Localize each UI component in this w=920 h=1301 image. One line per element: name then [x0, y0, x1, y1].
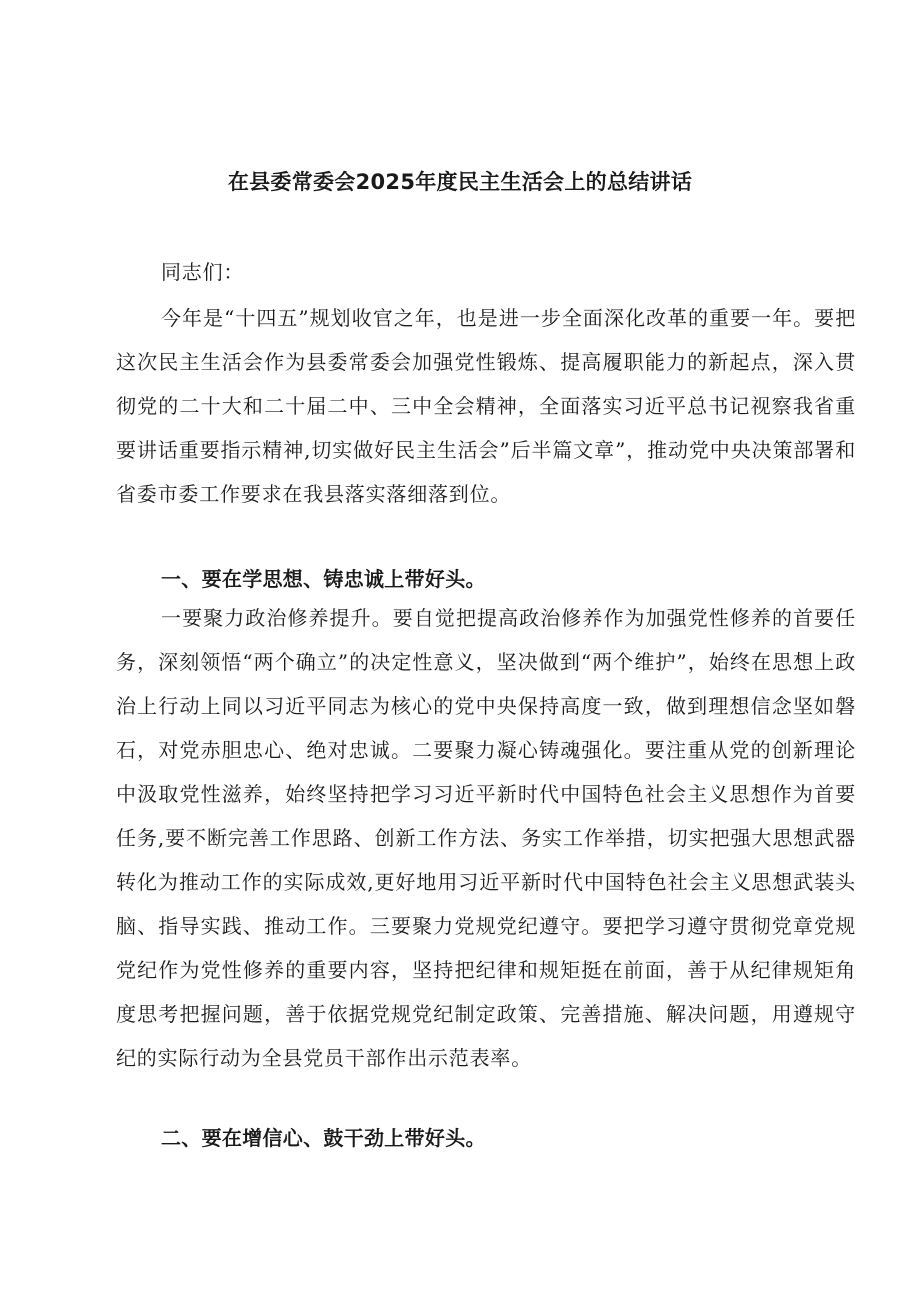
document-title: 在县委常委会2025年度民主生活会上的总结讲话 — [227, 170, 693, 194]
paragraph-section-1: 一要聚力政治修养提升。要自觉把提高政治修养作为加强党性修养的首要任务，深刻领悟“两个确立”的决定性意义，坚决做到“两个维护”，始终在思想上政治上行动上同以习近平同志为核心的党中央保持高度一致，做到理想信念坚如磐石，对党赤胆忠心、绝对忠诚。二要聚力凝心铸魂强化。要注重从党的创新理论中汲取党性滋养，始终坚持把学习习近平新时代中国特色社会主义思想作为首要任务,要不断完善工作思路、创新工作方法、务实工作举措，切实把强大思想武器转化为推动工作的实际成效,更好地用习近平新时代中国特色社会主义思想武装头脑、指导实践、推动工作。三要聚力党规党纪遵守。要把学习遵守贯彻党章党规党纪作为党性修养的重要内容，坚持把纪律和规矩挺在前面，善于从纪律规矩角度思考把握问题，善于依据党规党纪制定政策、完善措施、解决问题，用遵规守纪的实际行动为全县党员干部作出示范表率。 — [116, 606, 856, 1070]
paragraph-intro: 今年是“十四五”规划收官之年，也是进一步全面深化改革的重要一年。要把这次民主生活会作为县委常委会加强党性锻炼、提高履职能力的新起点，深入贯彻党的二十大和二十届二中、三中全会精神，全面落实习近平总书记视察我省重要讲话重要指示精神,切实做好民主生活会”后半篇文章”，推动党中央决策部署和省委市委工作要求在我县落实落细落到位。 — [116, 306, 856, 506]
section-heading-2: 二、要在增信心、鼓干劲上带好头。 — [161, 1126, 486, 1150]
section-heading-1: 一、要在学思想、铸忠诚上带好头。 — [161, 567, 486, 591]
salutation: 同志们： — [161, 260, 245, 284]
